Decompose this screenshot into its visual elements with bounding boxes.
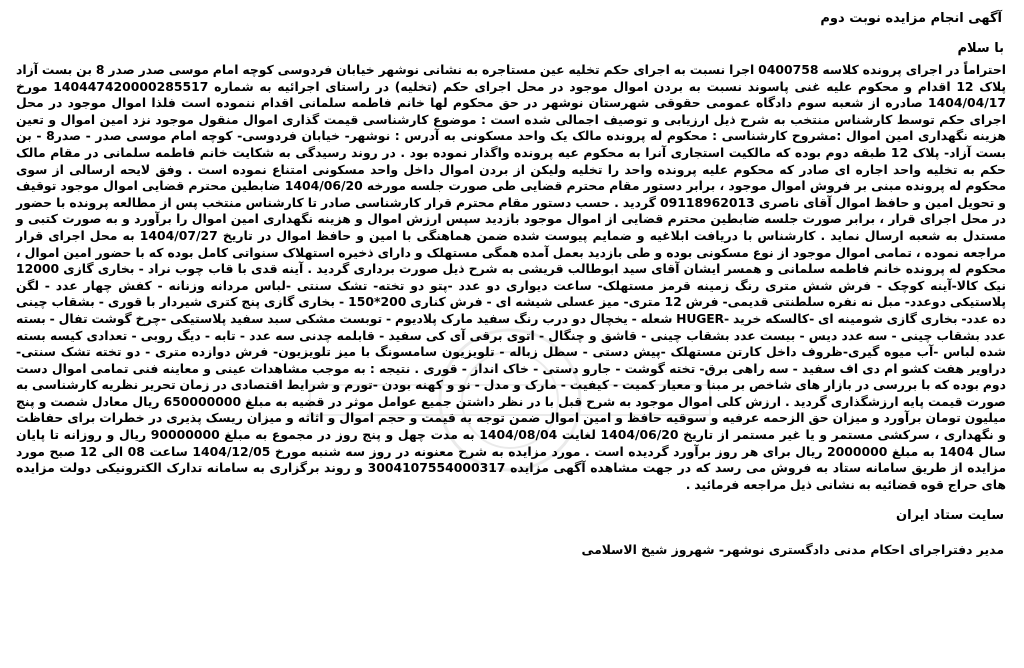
notice-title: آگهی انجام مزایده نوبت دوم	[820, 11, 1002, 26]
notice-greeting: با سلام	[957, 41, 1004, 56]
notice-body: احتراماً در اجرای پرونده کلاسه 0400758 اجرا نسبت به اجرای حکم تخلیه عین مستاجره به نشانی نوشهر خیابان فردوسی کوچه امام موسی صدر صدر 8 بن بست آزاد پلاک 12 اقدام و محکوم علیه غنی پاسوند نسبت به بردن اموال موجود در محل اجرای حکم (تخلیه) در راستای اجرائیه به شماره 140447420000285517 مورخ 1404/04/17 صادره از شعبه سوم دادگاه عمومی حقوقی شهرستان نوشهر در حق محکوم لها خانم فاطمه سلمانی اقدام ننموده است فلذا اموال موجود در محل اجرای حکم توسط کارشناس منتخب به شرح ذیل ارزیابی و توصیف اجمالی شده است : موضوع کارشناسی قیمت گذاری اموال منقول موجود نزد امین اموال و تعین هزینه نگهداری امین اموال :مشروح کارشناسی : محکوم له پرونده مالک یک واحد مسکونی به آدرس : نوشهر- خیابان فردوسی- کوچه امام موسی صدر - صدر8 - بن بست آزاد- پلاک 12 طبقه دوم بوده که مالکیت استجاری آنرا به محکوم عیه پرونده واگذار نموده بود . در روند رسیدگی به شکایت خانم فاطمه سلمانی در مقام مالک حکم به تخلیه واحد اجاره ای صادر که محکوم علیه پرونده واحد را تخلیه ولیکن از بردن اموال داخل واحد مسکونی امتناع نموده است . وفق لایحه ارسالی از سوی محکوم له پرونده مبنی بر فروش اموال موجود ، برابر دستور مقام محترم قضایی طی صورت جلسه مورخه 1404/06/20 ضابطین محترم قضایی اموال موجود توقیف و تحویل امین و حافظ اموال آقای ناصری 09118962013 گردید . حسب دستور مقام محترم قرار کارشناسی صادر تا کارشناس منتخب پس از مطالعه پرونده با حضور در محل اجرای قرار ، برابر صورت جلسه ضابطین محترم قضایی از اموال موجود بازدید سپس ارزش اموال و هزینه نگهداری امین اموال را برآورد و به صورت کتبی و مستدل به شعبه ارسال نماید . کارشناس با دریافت ابلاغیه و ضمایم پیوست شده ضمن هماهنگی با امین و حافظ اموال در تاریخ 1404/07/27 به محل اجرای قرار مراجعه نموده ، تمامی اموال موجود از نوع مسکونی بوده و طی بازدید بعمل آمده همگی مستهلک و دارای ذخیره استهلاک سنواتی کامل بوده که با حضور امین اموال ، محکوم له پرونده خانم فاطمه سلمانی و همسر ایشان آقای سید ابوطالب قریشی به شرح ذیل صورت برداری گردید . آینه قدی با قاب چوب نراد - بخاری گازی 12000 نیک کالا-آینه کوچک - فرش شش متری رنگ زمینه قرمز مستهلک- ساعت دیواری دو عدد -پتو دو تخته- تشک سنتی -لباس مردانه وزنانه - کفش چهار عدد - لگن پلاستیکی دوعدد- مبل نه نفره سلطنتی قدیمی- فرش 12 متری- میز عسلی شیشه ای - فرش کناری 200*150 - بخاری گازی پنج کتری شیردار با قوری - بشقاب چینی ده عدد- بخاری گازی شومینه ای -کالسکه خرید -HUGER شعله - یخچال دو درب رنگ سفید مارک پلادیوم - توبست مشکی سبد سفید پلاستیکی -چرخ گوشت تفال - بسته عدد بشقاب چینی - سه عدد دیس - بیست عدد بشقاب چینی - قاشق و چنگال - اتوی برقی آی کی سفید - قابلمه چدنی سه عدد - تابه - دیگ روبی - تعدادی کیسه بسته شده لباس -آب میوه گیری-ظروف داخل کارتن مستهلک -پیش دستی - سطل زباله - تلویزیون سامسونگ با میز تلویزیون- فرش دوازده متری - دو تخته تشک سنتی- دراویر هفت کشو ام دی اف سفید - سه راهی برق- تخته گوشت - جارو دستی - خاک انداز - قوری . نتیجه : به موجب مشاهدات عینی و معاینه فنی تمامی اموال دست دوم بوده که با بررسی در بازار های شاخص بر مبنا و معیار کمیت - کیفیت - مارک و مدل - نو و کهنه بودن -تورم و شرایط اقتصادی در زمان تحریر نظریه کارشناسی به صورت قیمت پایه ارزشگذاری گردید . ارزش کلی اموال موجود به شرح قبل با در نظر داشتن جمیع عوامل موثر در قضیه به مبلغ 650000000 ریال معادل شصت و پنج میلیون تومان برآورد و میزان حق الزحمه عرفیه و سوقیه حافظ و امین اموال ضمن توجه به قیمت و حجم اموال و اثاثه و میزان ریسک پذیری در خطرات برای حفاظت و نگهداری ، سرکشی مستمر و یا غیر مستمر از تاریخ 1404/06/20 لغایت 1404/08/04 به مدت چهل و پنج روز در مجموع به مبلغ 90000000 ریال و روزانه تا پایان سال 1404 به مبلغ 2000000 ریال برای هر روز برآورد گردیده است . مورد مزایده به شرح معنونه در روز سه شنبه مورخ 1404/12/05 ساعت 08 الی 12 صبح مورد مزایده از طریق سامانه ستاد به فروش می رسد که در جهت مشاهده آگهی مزایده 3004107554000317 و روند برگزاری به سامانه تدارک الکترونیکی دولت مزایده های حراج قوه قضائیه به نشانی ذیل مراجعه فرمائید .	[16, 62, 1007, 492]
notice-signature: مدیر دفتراجرای احکام مدنی دادگستری نوشهر- شهروز شیخ الاسلامی	[581, 542, 1004, 558]
notice-site-line: سایت ستاد ایران	[896, 508, 1004, 524]
